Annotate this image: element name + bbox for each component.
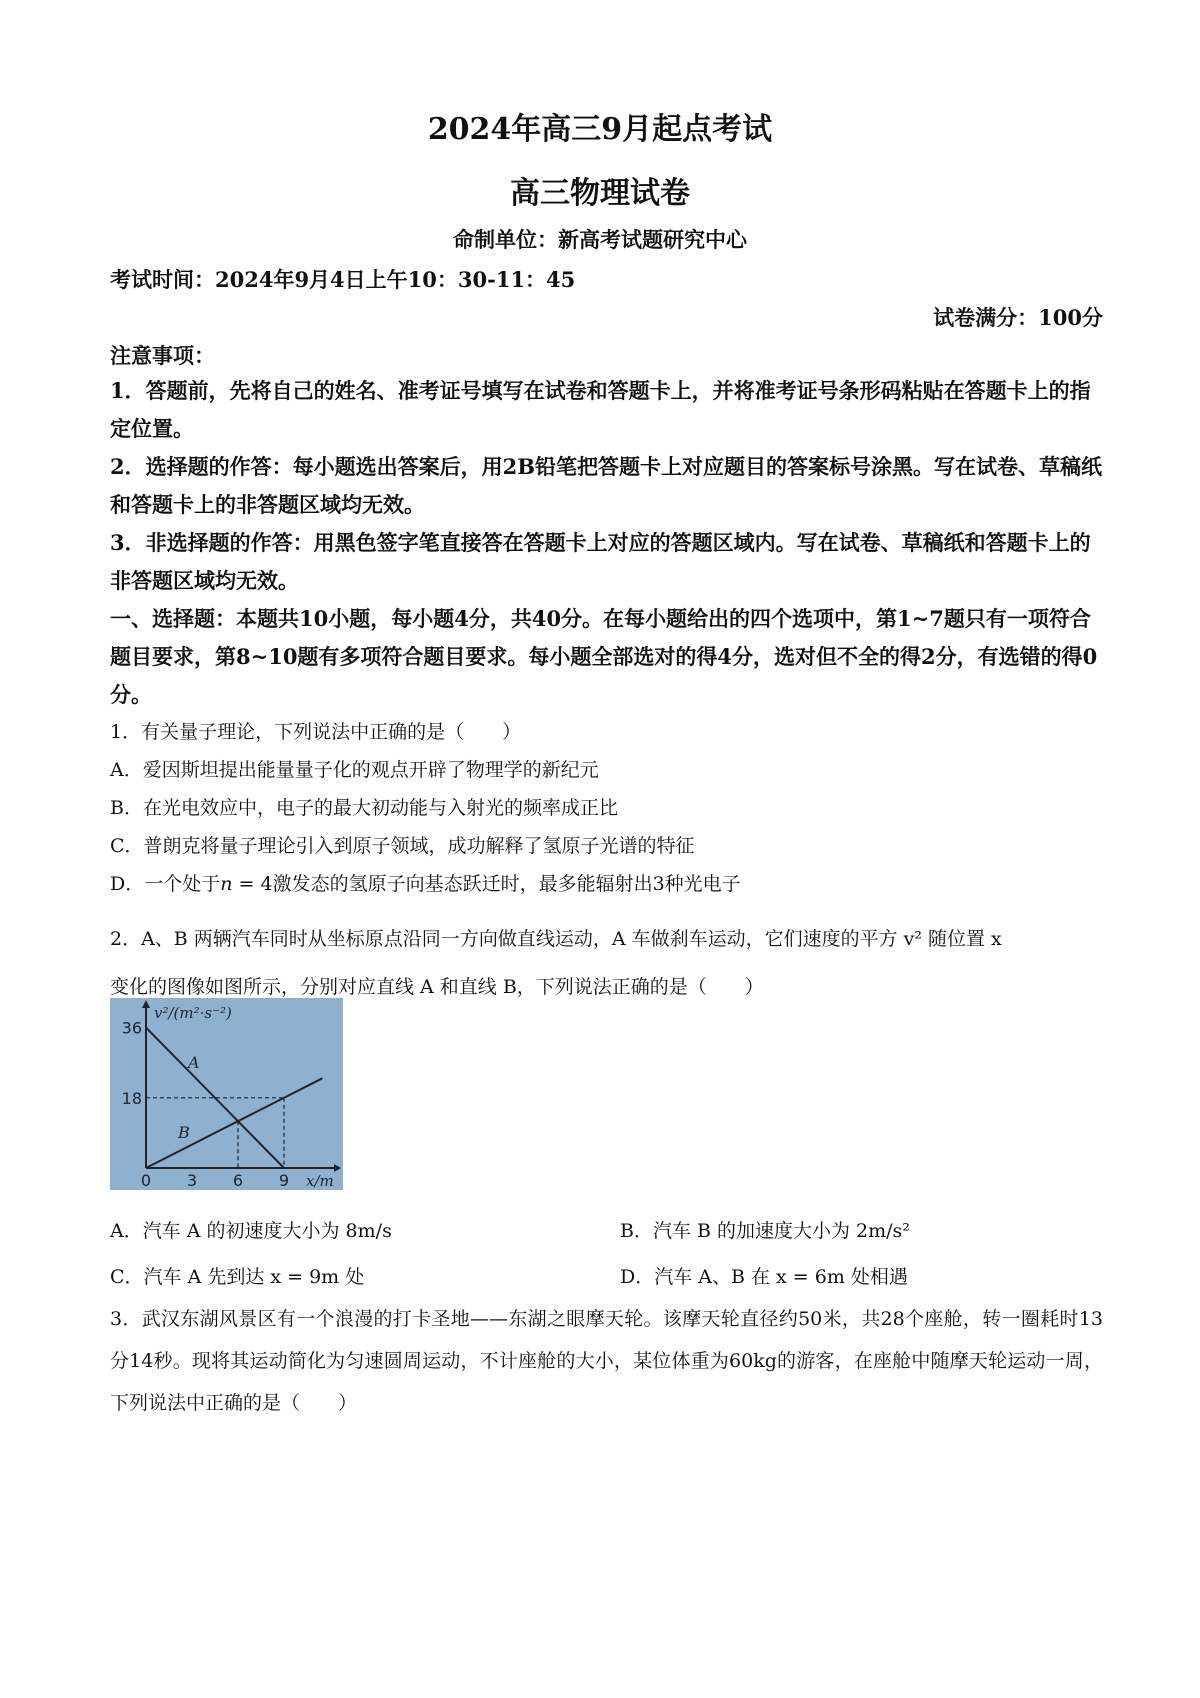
- exam-title: 2024年高三9月起点考试: [427, 112, 773, 147]
- q3-stem: 3．武汉东湖风景区有一个浪漫的打卡圣地——东湖之眼摩天轮。该摩天轮直径约50米，共28个座舱，转一圈耗时13分14秒。现将其运动简化为匀速圆周运动，不计座舱的大小，某位体重为60kg的游客，在座舱中随摩天轮运动一周，下列说法中正确的是（ ）: [110, 1308, 1103, 1414]
- note-item-1: 1．答题前，先将自己的姓名、准考证号填写在试卷和答题卡上，并将准考证号条形码粘贴在答题卡上的指定位置。: [110, 378, 1091, 441]
- x-tick-label-0: 0: [140, 1171, 152, 1190]
- x-tick-label-3: 3: [186, 1171, 198, 1190]
- y-axis-label: v²/(m²·s⁻²): [154, 1004, 232, 1022]
- q1-option-d-rest: = 4激发态的氢原子向基态跃迁时，最多能辐射出3种光电子: [232, 873, 741, 895]
- q2-stem-line1: 2．A、B 两辆汽车同时从坐标原点沿同一方向做直线运动，A 车做刹车运动，它们速度的平方 v² 随位置 x: [110, 928, 1002, 950]
- line-label-a: A: [188, 1053, 200, 1072]
- figure-background: [110, 998, 343, 1190]
- q1-option-c: C．普朗克将量子理论引入到原子领域，成功解释了氢原子光谱的特征: [110, 835, 695, 857]
- q1-option-d: [110, 871, 741, 897]
- q2-option-a: A．汽车 A 的初速度大小为 8m/s: [110, 1220, 392, 1242]
- notes-title: 注意事项：: [110, 343, 215, 368]
- q2-option-d: D．汽车 A、B 在 x = 6m 处相遇: [620, 1266, 908, 1288]
- q1-option-b: B．在光电效应中，电子的最大初动能与入射光的频率成正比: [110, 797, 618, 819]
- x-tick-label-6: 6: [232, 1171, 244, 1190]
- y-tick-label-18: 18: [121, 1088, 142, 1108]
- q2-figure: [110, 998, 343, 1190]
- q2-stem-line2: 变化的图像如图所示，分别对应直线 A 和直线 B，下列说法正确的是（ ）: [110, 976, 764, 998]
- q1-option-a: A．爱因斯坦提出能量量子化的观点开辟了物理学的新纪元: [110, 759, 599, 781]
- section-heading: 一、选择题：本题共10小题，每小题4分，共40分。在每小题给出的四个选项中，第1~7题只有一项符合题目要求，第8~10题有多项符合题目要求。每小题全部选对的得4分，选对但不全的得2分，有选错的得0分。: [110, 606, 1098, 707]
- exam-org: 命制单位：新高考试题研究中心: [453, 227, 747, 252]
- x-axis-label: x/m: [306, 1172, 334, 1190]
- x-tick-label-9: 9: [278, 1171, 290, 1190]
- exam-time: 考试时间：2024年9月4日上午10：30-11：45: [110, 267, 576, 292]
- note-item-3: 3．非选择题的作答：用黑色签字笔直接答在答题卡上对应的答题区域内。写在试卷、草稿纸和答题卡上的非答题区域均无效。: [110, 530, 1091, 593]
- y-tick-label-36: 36: [121, 1018, 142, 1038]
- q1-option-d-prefix: D．一个处于: [110, 873, 221, 895]
- note-item-2: 2．选择题的作答：每小题选出答案后，用2B铅笔把答题卡上对应题目的答案标号涂黑。写在试卷、草稿纸和答题卡上的非答题区域均无效。: [110, 454, 1102, 517]
- q1-option-d-n: n: [220, 873, 233, 895]
- line-label-b: B: [178, 1123, 190, 1142]
- q2-option-b: B．汽车 B 的加速度大小为 2m/s²: [620, 1220, 910, 1242]
- exam-subtitle: 高三物理试卷: [510, 176, 690, 211]
- q1-stem: 1．有关量子理论，下列说法中正确的是（ ）: [110, 721, 522, 743]
- full-score: 试卷满分：100分: [933, 305, 1103, 330]
- q2-option-c: C．汽车 A 先到达 x = 9m 处: [110, 1266, 365, 1288]
